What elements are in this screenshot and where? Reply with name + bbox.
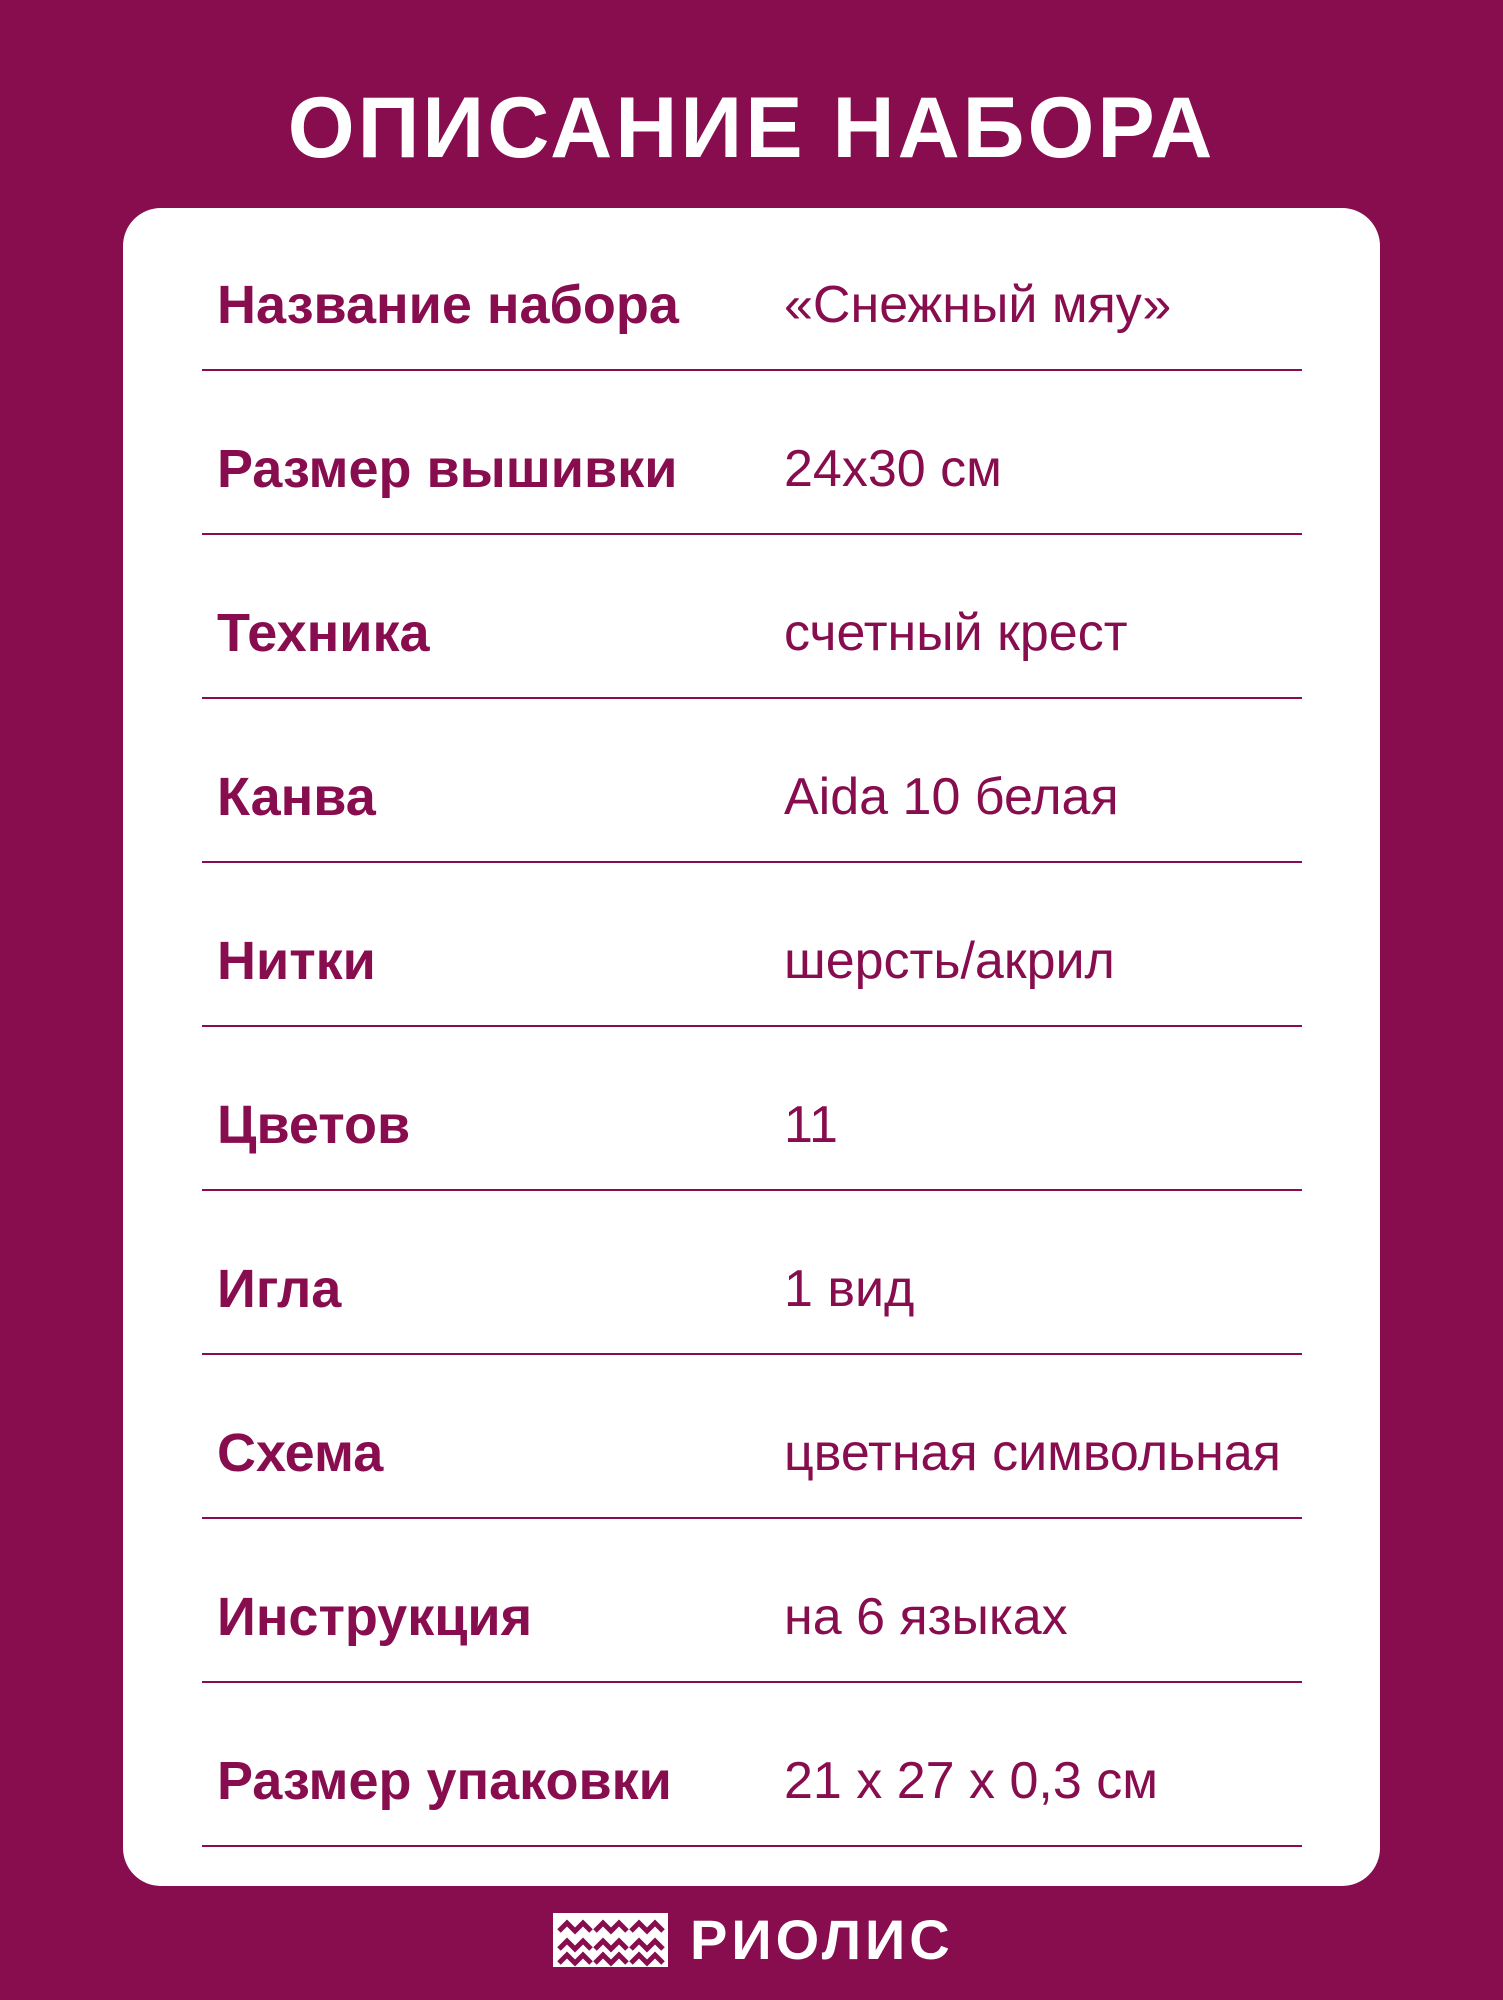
spec-value: 1 вид	[784, 1260, 915, 1318]
spec-value: на 6 языках	[784, 1588, 1068, 1646]
spec-value: 21 x 27 x 0,3 см	[784, 1752, 1158, 1810]
spec-label: Название набора	[217, 275, 679, 335]
spec-label: Игла	[217, 1259, 342, 1319]
spec-table	[202, 208, 1302, 1848]
spec-label: Нитки	[217, 931, 376, 991]
spec-row-colors	[202, 1028, 1302, 1192]
spec-label: Канва	[217, 767, 376, 827]
spec-card	[123, 208, 1380, 1886]
spec-value: «Снежный мяу»	[784, 276, 1172, 334]
spec-row-threads	[202, 864, 1302, 1028]
spec-label: Размер упаковки	[217, 1751, 672, 1811]
spec-value: 11	[784, 1096, 838, 1154]
spec-label: Инструкция	[217, 1587, 533, 1647]
footer-logo	[553, 1908, 954, 1971]
spec-row-package-size	[202, 1684, 1302, 1848]
spec-row-kit-name	[202, 208, 1302, 372]
spec-row-instructions	[202, 1520, 1302, 1684]
spec-value: 24x30 см	[784, 440, 1002, 498]
page-title: ОПИСАНИЕ НАБОРА	[287, 80, 1216, 176]
spec-row-embroidery-size	[202, 372, 1302, 536]
brand-name: РИОЛИС	[690, 1908, 954, 1971]
spec-label: Схема	[217, 1423, 384, 1483]
spec-value: шерсть/акрил	[784, 932, 1115, 990]
spec-row-technique	[202, 536, 1302, 700]
spec-row-chart	[202, 1356, 1302, 1520]
spec-label: Техника	[217, 603, 430, 663]
riolis-logo-icon	[553, 1913, 668, 1967]
spec-value: Aida 10 белая	[784, 768, 1119, 826]
spec-row-needle	[202, 1192, 1302, 1356]
spec-row-canvas	[202, 700, 1302, 864]
spec-label: Цветов	[217, 1095, 411, 1155]
spec-label: Размер вышивки	[217, 439, 678, 499]
spec-value: цветная символьная	[784, 1424, 1281, 1482]
spec-value: счетный крест	[784, 604, 1128, 662]
